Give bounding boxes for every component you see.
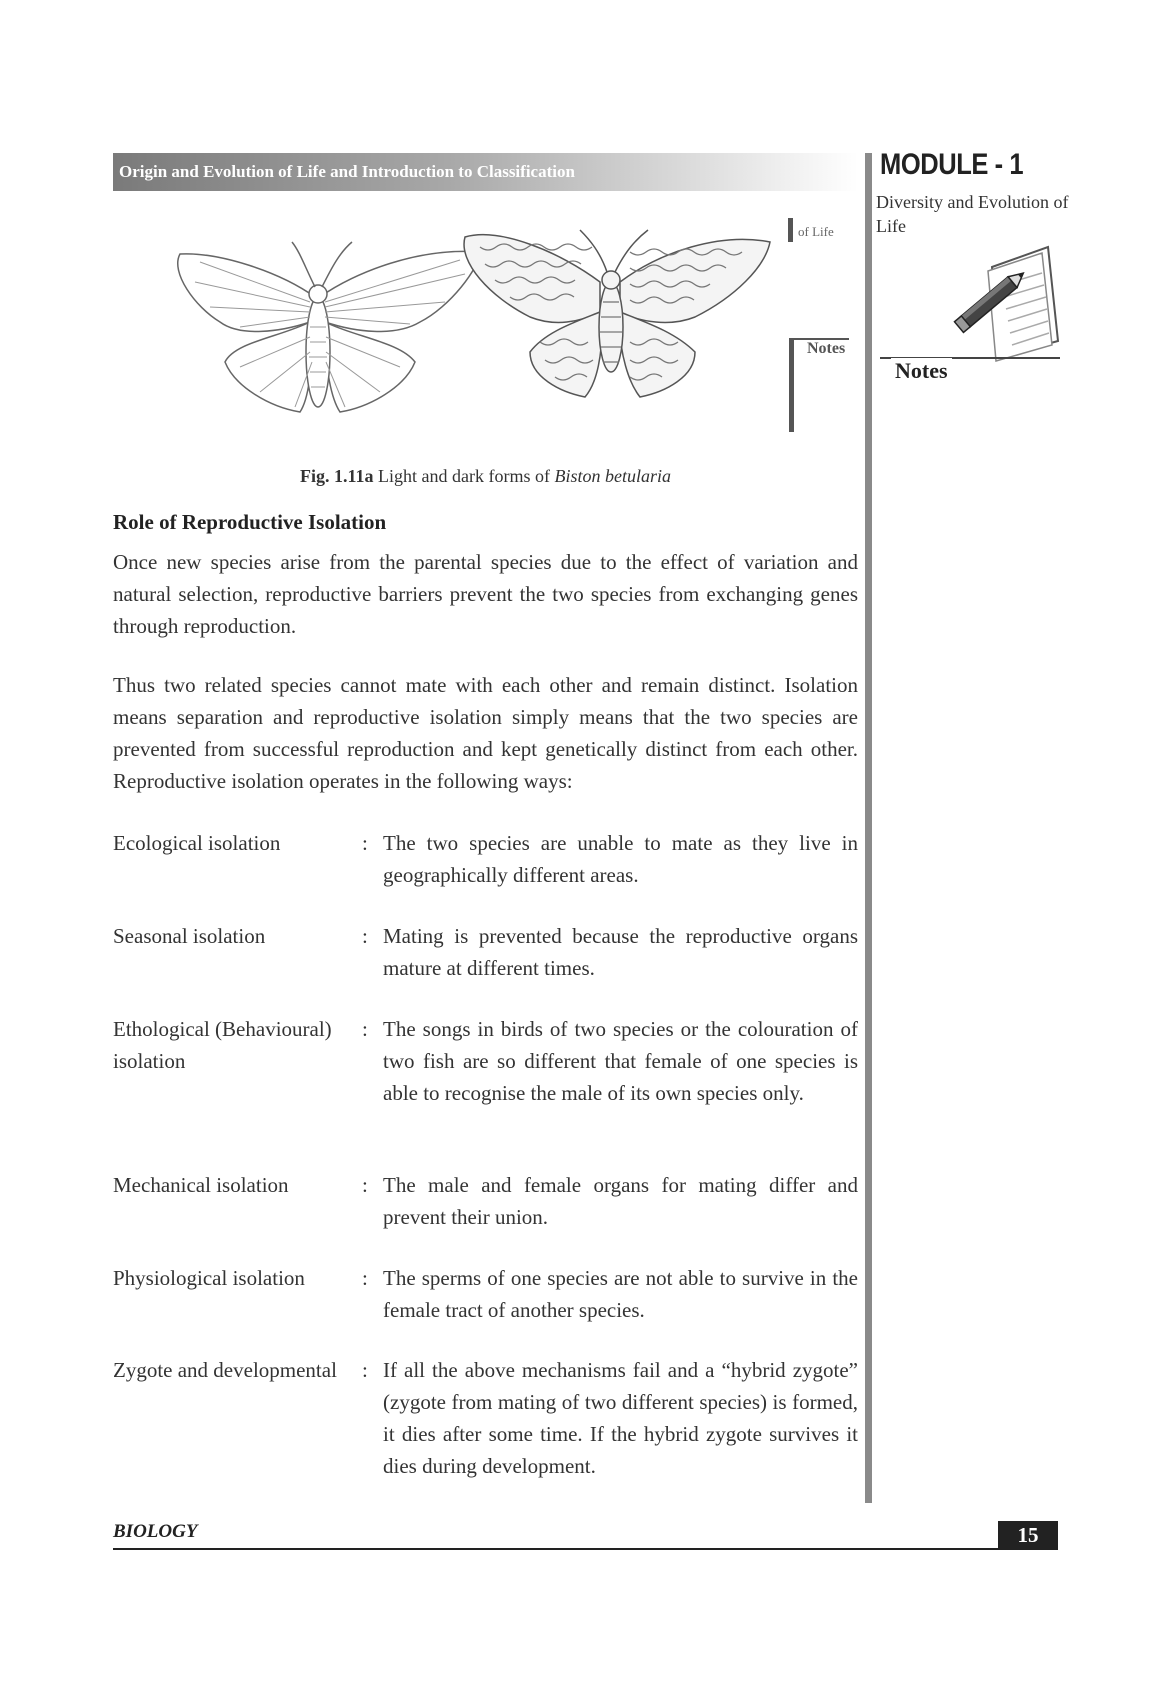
isolation-separator: : <box>362 1358 368 1382</box>
isolation-term: Ecological isolation <box>113 831 281 855</box>
isolation-separator: : <box>362 924 368 948</box>
isolation-separator: : <box>362 1017 368 1041</box>
figure-caption <box>113 466 858 487</box>
notes-pencil-icon <box>950 245 1060 365</box>
module-title: MODULE - 1 <box>880 148 1024 181</box>
module-subtitle: Diversity and Evolution of Life <box>876 192 1069 236</box>
section-heading: Role of Reproductive Isolation <box>113 510 387 534</box>
notes-label: Notes <box>891 358 952 384</box>
embedded-notes-bar <box>789 340 794 432</box>
page-number: 15 <box>998 1521 1058 1550</box>
isolation-separator: : <box>362 1173 368 1197</box>
isolation-description: The sperms of one species are not able to survive in the female tract of another species. <box>383 1266 858 1322</box>
caption-text: Light and dark forms of <box>373 466 555 486</box>
paragraph-1: Once new species arise from the parental species due to the effect of variation and natural selection, reproductive barriers prevent the two species from exchanging genes through reproduction. <box>113 550 858 638</box>
isolation-description: The two species are unable to mate as they live in geographically different areas. <box>383 831 858 887</box>
chapter-title: Origin and Evolution of Life and Introduction to Classification <box>119 162 575 181</box>
paragraph-2: Thus two related species cannot mate with each other and remain distinct. Isolation means separation and reproductive isolation simply means that the two species are prevented from successful reproduction and kept genetically distinct from each other. Reproductive isolation operates in the following ways: <box>113 673 858 793</box>
isolation-term: Physiological isolation <box>113 1266 305 1290</box>
footer-subject: BIOLOGY <box>113 1521 198 1542</box>
isolation-term: Ethological (Behavioural) isolation <box>113 1017 332 1073</box>
isolation-separator: : <box>362 831 368 855</box>
isolation-term: Mechanical isolation <box>113 1173 289 1197</box>
isolation-description: Mating is prevented because the reproductive organs mature at different times. <box>383 924 858 980</box>
footer-rule <box>113 1548 1058 1550</box>
isolation-separator: : <box>362 1266 368 1290</box>
moth-figure <box>160 212 860 437</box>
dark-moth-illustration <box>464 230 770 397</box>
embedded-page-tag: of Life <box>788 218 834 242</box>
isolation-term: Seasonal isolation <box>113 924 266 948</box>
isolation-description: The songs in birds of two species or the colouration of two fish are so different that female of one species is able to recognise the male of its own species only. <box>383 1017 858 1105</box>
embedded-notes-tag: Notes <box>789 338 849 358</box>
isolation-term: Zygote and developmental <box>113 1358 337 1382</box>
isolation-description: The male and female organs for mating differ and prevent their union. <box>383 1173 858 1229</box>
caption-number: Fig. 1.11a <box>300 466 374 486</box>
margin-rule <box>865 153 872 1503</box>
chapter-header-bar <box>113 153 858 191</box>
caption-species: Biston betularia <box>554 466 671 486</box>
isolation-description: If all the above mechanisms fail and a “hybrid zygote” (zygote from mating of two different species) is formed, it dies after some time. If the hybrid zygote survives it dies during development. <box>383 1358 858 1478</box>
